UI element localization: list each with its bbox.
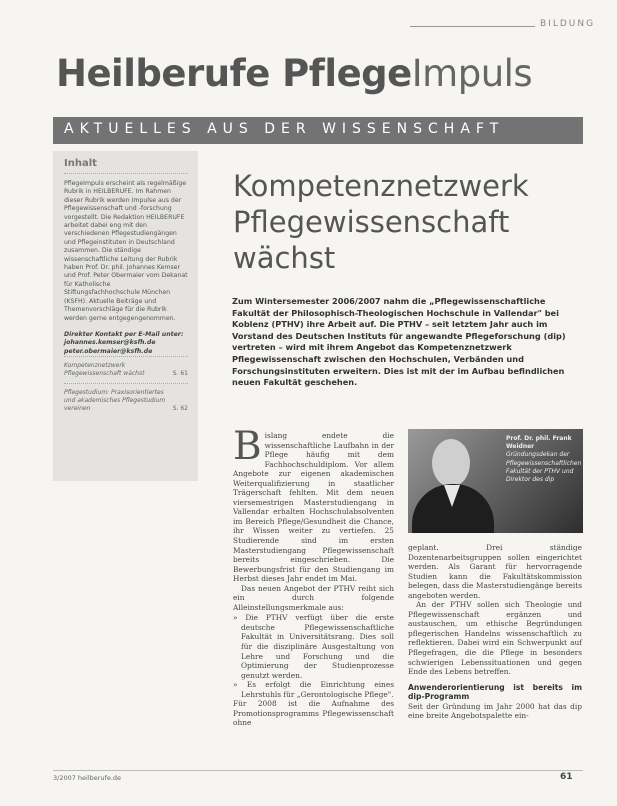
footer-rule [53, 770, 583, 771]
bullet-item: » Die PTHV verfügt über die erste deutsche Pflegewissenschaftliche Fakultät in Universitätsrang. Dies soll für die disziplinäre Ausgestaltung von Lehre und Forschung und die Optimierung der Studienprozesse genutzt werden. [233, 613, 394, 680]
toc-title: Pflegestudium: Praxisorientiertes und akademisches Pflegestudium vereinen [64, 389, 166, 413]
toc-page: S. 62 [172, 405, 188, 413]
page-number: 61 [560, 772, 573, 782]
body-paragraph: Bislang endete die wissenschaftliche Laufbahn in der Pflege häufig mit dem Fachhochschuldiplom. Vor allem Angebote zur eigenen akademischen Weiterqualifizierung in staatlicher Trägerschaft fehlten. Mit dem neuen viersemestrigen Masterstudiengang in Vallendar erhalten Hochschulabsolventen im Bereich Pflege/Gesundheit die Chance, ihr Wissen weiter zu vertiefen. 25 Studierende sind im ersten Masterstudiengang Pflegewissenschaft bereits eingeschrieben. Die Bewerbungsfrist für den Studiengang im Herbst dieses Jahr endet im Mai. [233, 424, 394, 584]
drop-cap: B [233, 424, 262, 469]
body-paragraph: Seit der Gründung im Jahr 2000 hat das dip eine breite Angebotspalette ein- [408, 701, 582, 721]
banner-text: AKTUELLES AUS DER WISSENSCHAFT [64, 121, 505, 137]
article-headline: Kompetenznetzwerk Pflegewissenschaft wächst [233, 169, 529, 275]
caption-role: Gründungsdekan der Pflegewissenschaftlichen Fakultät der PTHV und Direktor des dip [506, 451, 582, 484]
body-paragraph: An der PTHV sollen sich Theologie und Pflegewissenschaft ergänzen und austauschen, um ethische Begründungen pflegerischen Handelns wissenschaftlich zu reflektieren. Dabei wird ein Schwerpunkt auf Pflegefragen, die die Pflege in besonders schwierigen Lebenssituationen und gegen Ende des Lebens betreffen. [408, 600, 582, 677]
masthead-impuls: Impuls [411, 52, 533, 95]
sidebar-text: PflegeImpuls erscheint als regelmäßige Rubrik in HEILBERUFE. Im Rahmen dieser Rubrik werden Impulse aus der Pflegewissenschaft und -forschung vorgestellt. Die Redaktion HEILBERUFE arbeitet dabei eng mit den verschiedenen Pflegestudiengängen und Pflegeinstituten in Deutschland zusammen. Die ständige wissenschaftliche Leitung der Rubrik haben Prof. Dr. phil. Johannes Kemser und Prof. Peter Obermaier vom Dekanat für Katholische Stiftungsfachhochschule München (KSFH). Aktuelle Beiträge und Themenvorschläge für die Rubrik werden gerne entgegengenommen. [64, 180, 188, 322]
body-paragraph: Für 2008 ist die Aufnahme des Promotionsprogramms Pflegewissenschaft ohne [233, 699, 394, 728]
masthead-heilberufe: Heilberufe [56, 52, 283, 95]
body-paragraph: geplant. Drei ständige Dozentenarbeitsgruppen sollen eingerichtet werden. Als Garant für hervorragende Studien kann die Fakultätskommission belegen, dass die Masterstudiengänge bereits angeboten werden. [408, 543, 582, 600]
photo-caption [506, 435, 582, 484]
toc-item[interactable] [64, 383, 188, 418]
header-rule [410, 26, 535, 27]
bullet-list [233, 613, 394, 699]
sidebar-contact: Direkter Kontakt per E-Mail unter: johannes.kemser@ksfh.de peter.obermaier@ksfh.de [64, 330, 184, 355]
article-lead: Zum Wintersemester 2006/2007 nahm die „Pflegewissenschaftliche Fakultät der Philosophisch-Theologischen Hochschule in Vallendar" bei Koblenz (PTHV) ihre Arbeit auf. Die PTHV – seit letztem Jahr auch im Vorstand des Deutschen Instituts für angewandte Pflegeforschung (dip) vertreten – wird mit ihrem Angebot das Kompetenznetzwerk Pflegewissenschaft zwischen den Hochschulen, Verbänden und Forschungsinstituten erweitern. Dies ist mit der im Aufbau befindlichen neuen Fakultät geschehen. [232, 296, 566, 388]
masthead [56, 52, 532, 95]
bullet-item: » Es erfolgt die Einrichtung eines Lehrstuhls für „Gerontologische Pflege". [233, 680, 394, 699]
subheading: Anwenderorientierung ist bereits im dip-Programm [408, 682, 582, 702]
sidebar-box [53, 151, 198, 481]
toc-item[interactable] [64, 356, 188, 383]
toc-title: Kompetenznetzwerk Pflegewissenschaft wächst [64, 362, 145, 378]
section-banner [53, 117, 583, 144]
body-column-left [233, 424, 394, 728]
portrait-head [432, 439, 470, 487]
sidebar-heading: Inhalt [64, 158, 188, 174]
caption-name: Prof. Dr. phil. Frank Weidner [506, 435, 572, 451]
body-paragraph: Das neuen Angebot der PTHV reiht sich ein durch folgende Alleinstellungsmerkmale aus: [233, 583, 394, 612]
masthead-pflege: Pflege [282, 52, 412, 95]
footer-issue: 3/2007 heilberufe.de [53, 774, 122, 782]
author-photo [408, 429, 583, 533]
body-column-right [408, 543, 582, 721]
section-label: BILDUNG [540, 19, 596, 29]
toc-page: S. 61 [172, 370, 188, 378]
